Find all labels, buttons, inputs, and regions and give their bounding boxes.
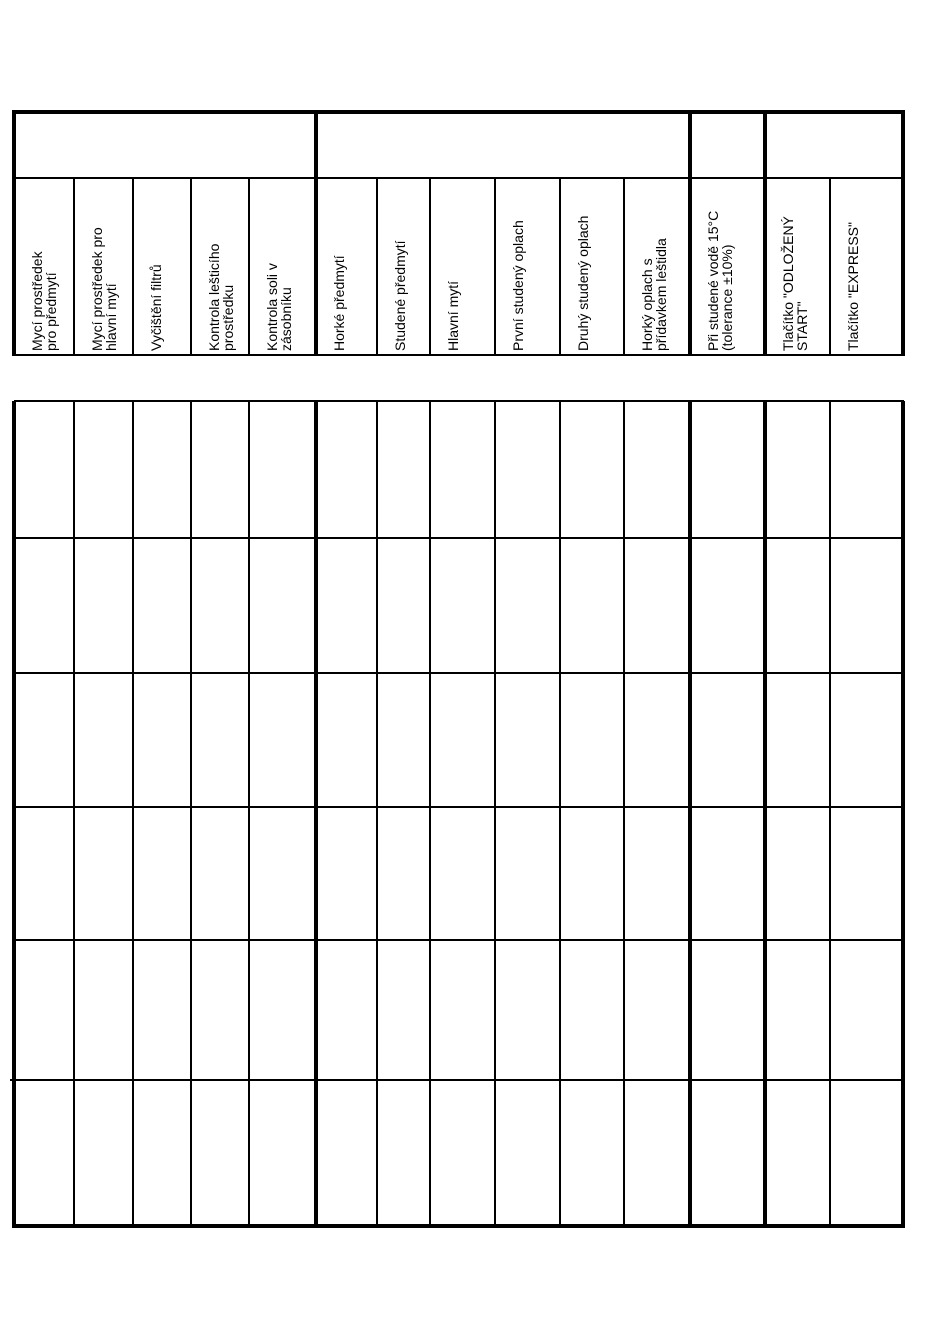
column-header bbox=[830, 178, 903, 355]
table-cell bbox=[563, 541, 621, 670]
table-cell bbox=[380, 404, 427, 535]
table-cell bbox=[136, 943, 188, 1077]
table-cell bbox=[563, 810, 621, 937]
table-cell bbox=[627, 1083, 687, 1223]
table-cell bbox=[768, 943, 827, 1077]
column-header-label: Mycí prostředek pro předmytí bbox=[29, 251, 59, 351]
table-cell bbox=[194, 676, 246, 804]
table-cell bbox=[136, 1083, 188, 1223]
table-cell bbox=[768, 404, 827, 535]
table-cell bbox=[194, 1083, 246, 1223]
column-header-label: Horké předmytí bbox=[331, 255, 347, 351]
column-header bbox=[316, 178, 377, 355]
table-cell bbox=[77, 541, 130, 670]
table-cell bbox=[693, 541, 762, 670]
table-cell bbox=[627, 541, 687, 670]
group-header-cell bbox=[768, 115, 900, 175]
column-header bbox=[377, 178, 430, 355]
table-cell bbox=[252, 541, 313, 670]
table-cell bbox=[498, 810, 557, 937]
column-header-label: Při studené vodě 15°C (tolerance ±10%) bbox=[705, 210, 735, 351]
table-rule-vertical bbox=[12, 401, 16, 1226]
table-cell bbox=[380, 676, 427, 804]
table-cell bbox=[693, 1083, 762, 1223]
column-header-label: Tlačítko "ODLOŽENÝ START" bbox=[780, 216, 810, 351]
table-cell bbox=[433, 1083, 492, 1223]
group-header-cell bbox=[693, 115, 762, 175]
table-cell bbox=[833, 810, 900, 937]
table-cell bbox=[563, 943, 621, 1077]
table-cell bbox=[833, 676, 900, 804]
table-cell bbox=[563, 676, 621, 804]
table-cell bbox=[252, 810, 313, 937]
table-cell bbox=[77, 810, 130, 937]
table-cell bbox=[77, 676, 130, 804]
table-cell bbox=[833, 404, 900, 535]
table-cell bbox=[833, 1083, 900, 1223]
table-rule-vertical bbox=[688, 401, 692, 1226]
table-cell bbox=[252, 943, 313, 1077]
table-cell bbox=[693, 943, 762, 1077]
column-header-label: Kontrola soli v zásobníku bbox=[264, 263, 294, 351]
column-header bbox=[74, 178, 133, 355]
table-cell bbox=[693, 404, 762, 535]
table-cell bbox=[17, 943, 71, 1077]
table-cell bbox=[136, 810, 188, 937]
table-cell bbox=[77, 404, 130, 535]
table-cell bbox=[136, 404, 188, 535]
table-cell bbox=[380, 810, 427, 937]
table-cell bbox=[380, 1083, 427, 1223]
column-header-label: Tlačítko "EXPRESS" bbox=[845, 222, 861, 351]
table-rule-vertical bbox=[901, 401, 905, 1226]
column-header bbox=[14, 178, 74, 355]
table-rule-horizontal bbox=[14, 672, 904, 674]
table-cell bbox=[17, 810, 71, 937]
table-rule-vertical bbox=[132, 401, 134, 1226]
table-cell bbox=[627, 404, 687, 535]
table-cell bbox=[136, 541, 188, 670]
table-cell bbox=[498, 943, 557, 1077]
column-header-label: Kontrola lešticího prostředku bbox=[206, 243, 236, 351]
table-cell bbox=[563, 404, 621, 535]
column-header bbox=[560, 178, 624, 355]
column-header bbox=[765, 178, 830, 355]
table-rule-vertical bbox=[314, 401, 318, 1226]
table-rule-vertical bbox=[829, 401, 831, 1226]
column-header-label: Horký oplach s přídavkem leštidla bbox=[639, 238, 669, 351]
table-cell bbox=[833, 541, 900, 670]
column-header-label: Studené předmytí bbox=[392, 240, 408, 351]
table-rule-horizontal bbox=[14, 400, 904, 402]
table-cell bbox=[768, 541, 827, 670]
table-rule-vertical bbox=[73, 401, 75, 1226]
table-cell bbox=[17, 1083, 71, 1223]
column-header-label: Hlavní mytí bbox=[445, 280, 461, 351]
table-cell bbox=[433, 541, 492, 670]
column-header bbox=[624, 178, 690, 355]
column-header bbox=[690, 178, 765, 355]
table-cell bbox=[252, 676, 313, 804]
table-cell bbox=[194, 943, 246, 1077]
table-rule-horizontal bbox=[12, 110, 905, 114]
column-header bbox=[495, 178, 560, 355]
table-cell bbox=[768, 676, 827, 804]
table-cell bbox=[693, 810, 762, 937]
table-cell bbox=[77, 1083, 130, 1223]
table-rule-horizontal bbox=[14, 537, 904, 539]
table-rule-vertical bbox=[494, 401, 496, 1226]
table-cell bbox=[563, 1083, 621, 1223]
table-cell bbox=[498, 404, 557, 535]
table-cell bbox=[319, 541, 374, 670]
group-header-cell bbox=[17, 115, 313, 175]
column-header-label: Druhý studený oplach bbox=[575, 215, 591, 351]
table-cell bbox=[833, 943, 900, 1077]
table-rule-horizontal bbox=[10, 1079, 904, 1081]
table-cell bbox=[433, 404, 492, 535]
table-rule-vertical bbox=[763, 401, 767, 1226]
table-cell bbox=[768, 810, 827, 937]
table-cell bbox=[194, 404, 246, 535]
table-cell bbox=[433, 810, 492, 937]
table-cell bbox=[252, 1083, 313, 1223]
table-cell bbox=[433, 943, 492, 1077]
group-header-cell bbox=[319, 115, 687, 175]
table-rule-vertical bbox=[559, 401, 561, 1226]
column-header bbox=[430, 178, 495, 355]
table-cell bbox=[17, 541, 71, 670]
table-cell bbox=[17, 404, 71, 535]
table-cell bbox=[627, 810, 687, 937]
table-rule-vertical bbox=[190, 401, 192, 1226]
column-header bbox=[191, 178, 249, 355]
table-cell bbox=[380, 541, 427, 670]
table-rule-vertical bbox=[429, 401, 431, 1226]
table-rule-horizontal bbox=[14, 939, 904, 941]
table-cell bbox=[498, 1083, 557, 1223]
table-rule-horizontal bbox=[12, 1224, 905, 1228]
table-rule-vertical bbox=[376, 401, 378, 1226]
table-cell bbox=[136, 676, 188, 804]
table-cell bbox=[319, 404, 374, 535]
table-cell bbox=[319, 1083, 374, 1223]
table-cell bbox=[693, 676, 762, 804]
table-cell bbox=[252, 404, 313, 535]
table-rule-vertical bbox=[248, 401, 250, 1226]
table-cell bbox=[380, 943, 427, 1077]
table-cell bbox=[319, 676, 374, 804]
table-cell bbox=[498, 676, 557, 804]
column-header bbox=[249, 178, 316, 355]
column-header-label: Mycí prostředek pro hlavní mytí bbox=[89, 227, 119, 351]
column-header-label: První studený oplach bbox=[510, 220, 526, 351]
table-cell bbox=[433, 676, 492, 804]
table-rule-horizontal bbox=[14, 806, 904, 808]
table-rule-vertical bbox=[623, 401, 625, 1226]
table-cell bbox=[498, 541, 557, 670]
table-cell bbox=[319, 943, 374, 1077]
table-cell bbox=[768, 1083, 827, 1223]
column-header-label: Vyčištění filtrů bbox=[148, 264, 164, 351]
table-cell bbox=[194, 810, 246, 937]
table-cell bbox=[77, 943, 130, 1077]
table-cell bbox=[194, 541, 246, 670]
column-header bbox=[133, 178, 191, 355]
table-cell bbox=[17, 676, 71, 804]
table-cell bbox=[319, 810, 374, 937]
table-cell bbox=[627, 943, 687, 1077]
table-cell bbox=[627, 676, 687, 804]
